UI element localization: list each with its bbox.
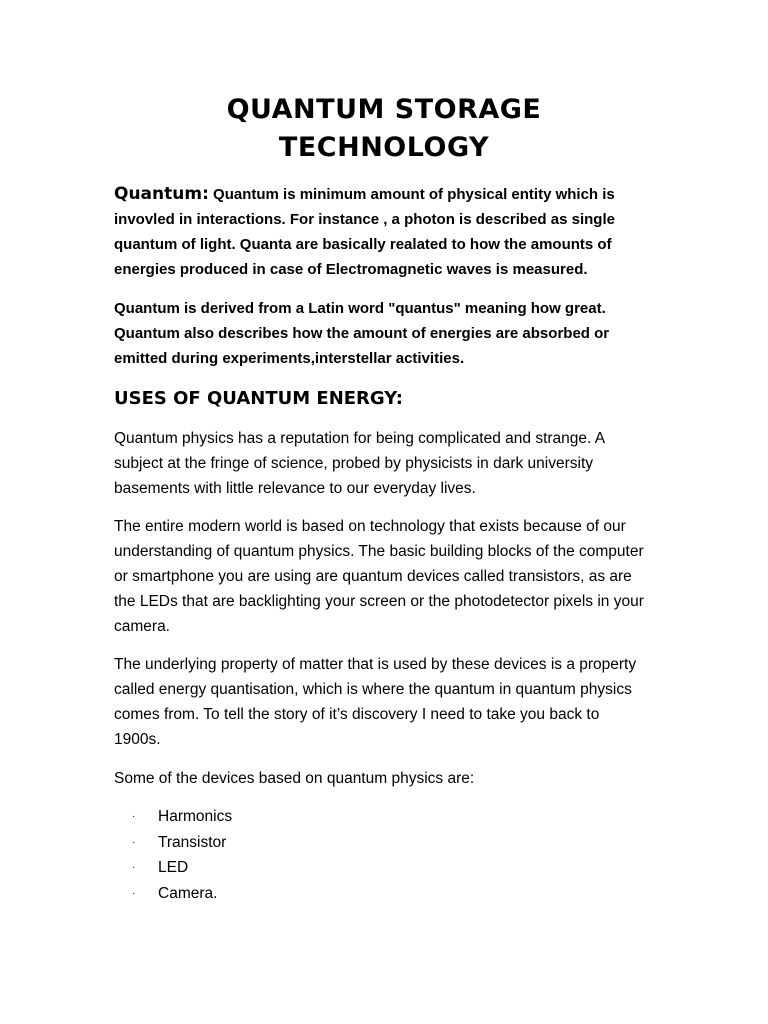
list-item-label: Transistor: [158, 833, 227, 851]
devices-intro-paragraph: Some of the devices based on quantum physics are:: [114, 770, 475, 787]
bullet-icon: ·: [132, 811, 136, 822]
section-heading-uses: USES OF QUANTUM ENERGY:: [114, 388, 403, 409]
device-list: [128, 804, 232, 906]
list-item: [128, 855, 232, 881]
list-item: [128, 830, 232, 856]
intro-text: Quantum is minimum amount of physical entity which is invovled in interactions. For instance , a photon is described as single quantum of light. Quanta are basically realated to how the amounts of energies produced in case of Electromagnetic waves is measured.: [114, 186, 615, 278]
bullet-icon: ·: [132, 836, 136, 848]
list-item: [128, 881, 232, 907]
bullet-icon: ·: [132, 887, 136, 899]
list-item-label: LED: [158, 859, 189, 876]
reputation-paragraph: Quantum physics has a reputation for being complicated and strange. A subject at the fringe of science, probed by physicists in dark university basements with little relevance to our everyday lives.: [114, 430, 605, 497]
intro-lead-term: Quantum:: [114, 184, 209, 204]
document-title-line-2: TECHNOLOGY: [278, 132, 490, 163]
document-title-line-1: QUANTUM STORAGE: [226, 94, 542, 125]
modern-world-paragraph: The entire modern world is based on technology that exists because of our understanding of quantum physics. The basic building blocks of the computer or smartphone you are using are quantum devices called transistors, as are the LEDs that are backlighting your screen or the photodetector pixels in your camera.: [114, 518, 644, 635]
list-item-label: Harmonics: [158, 808, 233, 825]
latin-origin-paragraph: Quantum is derived from a Latin word "quantus" meaning how great. Quantum also describes how the amount of energies are absorbed or emitted during experiments,interstellar activities.: [114, 300, 610, 367]
list-item-label: Camera.: [158, 884, 218, 902]
energy-quantisation-paragraph: The underlying property of matter that is used by these devices is a property called energy quantisation, which is where the quantum in quantum physics comes from. To tell the story of it’s discovery I need to take you back to 1900s.: [114, 656, 637, 748]
list-item: [128, 804, 232, 830]
intro-paragraph: [114, 182, 644, 282]
bullet-icon: ·: [132, 862, 136, 873]
